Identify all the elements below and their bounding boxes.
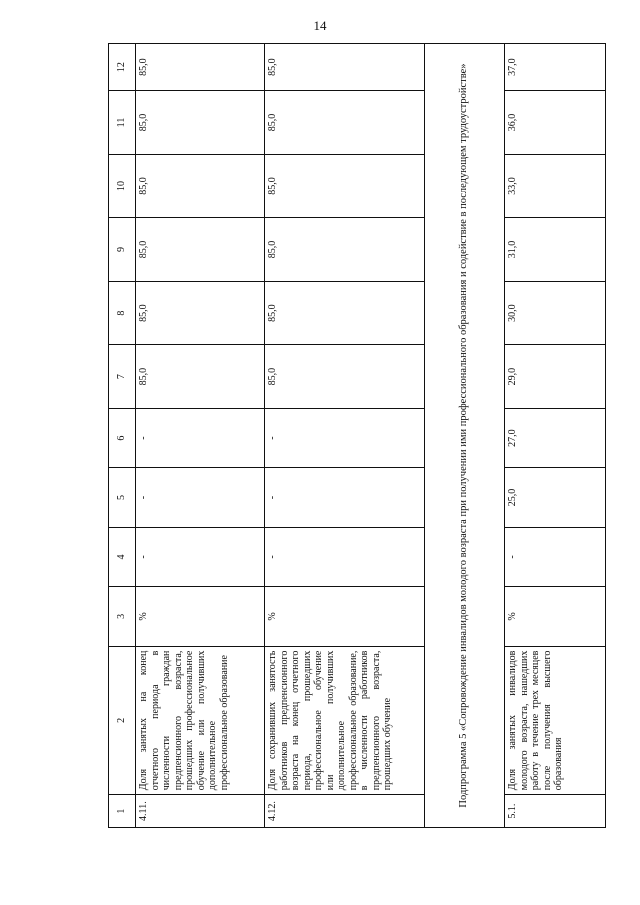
subprogram-row (424, 44, 505, 828)
value-cell: 25,0 (505, 468, 606, 527)
value-cell: - (136, 468, 265, 527)
unit-cell: % (136, 587, 265, 646)
header-cell: 2 (109, 646, 136, 795)
header-cell: 3 (109, 587, 136, 646)
unit-cell: % (505, 587, 606, 646)
subprogram-title: Подпрограмма 5 «Сопровождение инвалидов молодого возраста при получении ими профессионального образования и содействие в последующем трудоустройстве» (424, 44, 505, 828)
header-cell: 5 (109, 468, 136, 527)
value-cell: - (265, 468, 424, 527)
header-cell: 10 (109, 154, 136, 218)
value-cell: 85,0 (265, 218, 424, 282)
value-cell: 29,0 (505, 345, 606, 409)
value-cell: - (265, 408, 424, 467)
value-cell: 85,0 (136, 91, 265, 155)
header-cell: 1 (109, 795, 136, 828)
value-cell: 85,0 (265, 281, 424, 345)
value-cell: 27,0 (505, 408, 606, 467)
value-cell: 31,0 (505, 218, 606, 282)
rotated-table-container (108, 43, 606, 851)
value-cell: - (505, 527, 606, 586)
value-cell: 85,0 (265, 154, 424, 218)
unit-cell: % (265, 587, 424, 646)
page-number: 14 (313, 18, 327, 33)
header-cell: 11 (109, 91, 136, 155)
value-cell: 85,0 (136, 44, 265, 91)
value-cell: 36,0 (505, 91, 606, 155)
table-row (265, 44, 424, 828)
header-cell: 6 (109, 408, 136, 467)
value-cell: 85,0 (265, 91, 424, 155)
value-cell: 85,0 (136, 218, 265, 282)
indicator-name: Доля занятых на конец отчетного периода в численности граждан предпенсионного возраста, прошедших профессиональное обучение или получивших дополнительное профессиональное образование (136, 646, 265, 795)
indicators-table (108, 43, 606, 828)
table-row (505, 44, 606, 828)
value-cell: 85,0 (265, 44, 424, 91)
header-cell: 9 (109, 218, 136, 282)
table-row (136, 44, 265, 828)
value-cell: 33,0 (505, 154, 606, 218)
value-cell: 37,0 (505, 44, 606, 91)
value-cell: 85,0 (265, 345, 424, 409)
value-cell: - (136, 408, 265, 467)
header-cell: 4 (109, 527, 136, 586)
value-cell: - (265, 527, 424, 586)
row-number: 4.11. (136, 795, 265, 828)
value-cell: 85,0 (136, 345, 265, 409)
row-number: 4.12. (265, 795, 424, 828)
value-cell: 85,0 (136, 281, 265, 345)
header-cell: 12 (109, 44, 136, 91)
row-number: 5.1. (505, 795, 606, 828)
header-cell: 7 (109, 345, 136, 409)
value-cell: - (136, 527, 265, 586)
value-cell: 85,0 (136, 154, 265, 218)
header-cell: 8 (109, 281, 136, 345)
value-cell: 30,0 (505, 281, 606, 345)
indicator-name: Доля сохранивших занятость работников предпенсионного возраста на конец отчетного периода, прошедших профессиональное обучение или получивших дополнительное профессиональное образование, в численности работников предпенсионного возраста, прошедших обучение (265, 646, 424, 795)
table-header-row (109, 44, 136, 828)
indicator-name: Доля занятых инвалидов молодого возраста, нашедших работу в течение трех месяцев после получения высшего образования (505, 646, 606, 795)
